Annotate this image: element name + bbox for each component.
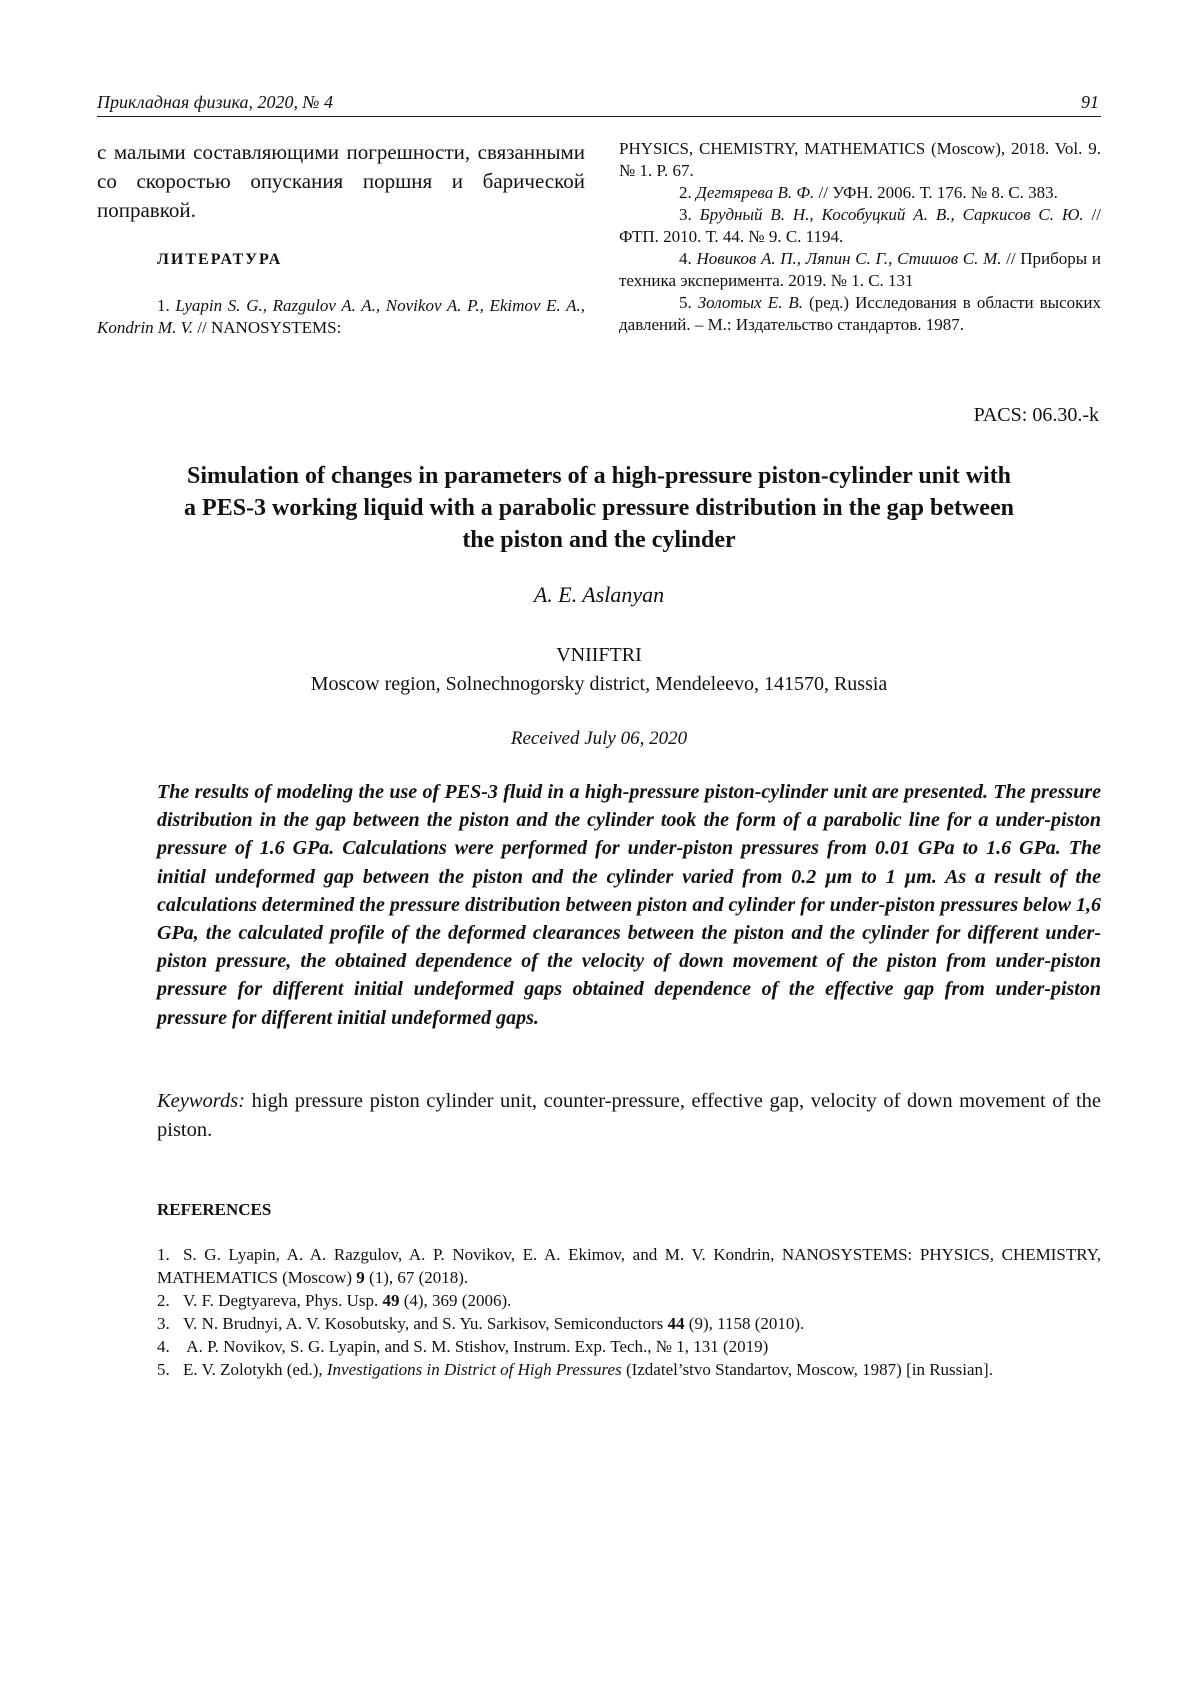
reference-item-5	[157, 1358, 1101, 1381]
ref-number: 2.	[679, 183, 692, 202]
ru-reference-5	[619, 292, 1101, 336]
author-name: A. E. Aslanyan	[97, 582, 1101, 608]
ref-text: S. G. Lyapin, A. A. Razgulov, A. P. Novikov, E. A. Ekimov, and M. V. Kondrin, NANOSYSTEMS: PHYSICS, CHEMISTRY, MATHEMATICS (Moscow)	[157, 1245, 1101, 1287]
ref-split-b: PHYSICS, CHEMISTRY, MATHEMATICS (Moscow), 2018. Vol. 9. № 1. P. 67.	[619, 139, 1101, 180]
left-column	[97, 138, 585, 339]
ref-text-end: (1), 67 (2018).	[365, 1268, 468, 1287]
ref-number: 1.	[157, 296, 170, 315]
ref-number: 4.	[679, 249, 692, 268]
abstract: The results of modeling the use of PES-3 fluid in a high-pressure piston-cylinder unit are presented. The pressure distribution in the gap between the piston and the cylinder took the form of a parabolic line for a under-piston pressure of 1.6 GPa. Calculations were performed for under-piston pressures from 0.01 GPa to 1.6 GPa. The initial undeformed gap between the piston and the cylinder varied from 0.2 µm to 1 µm. As a result of the calculations determined the pressure distribution between piston and cylinder for under-piston pressures below 1,6 GPa, the calculated profile of the deformed clearances between the piston and the cylinder for different under-piston pressure, the obtained dependence of the velocity of down movement of the piston from under-piston pressure for different initial undeformed gaps obtained dependence of the effective gap from under-piston pressure for different initial undeformed gaps.	[157, 778, 1101, 1032]
ref-rest: // ФТП. 2010. Т. 44. № 9. С. 1194.	[619, 205, 1101, 246]
literature-heading: ЛИТЕРАТУРА	[97, 251, 585, 269]
ru-reference-1-part-a	[97, 295, 585, 339]
journal-name: Прикладная физика, 2020, № 4	[97, 92, 333, 113]
institution-address: Moscow region, Solnechnogorsky district, Mendeleevo, 141570, Russia	[97, 673, 1101, 696]
reference-item-2	[157, 1289, 1101, 1312]
ref-split-a: // NANOSYSTEMS:	[193, 318, 341, 337]
ref-number: 3.	[679, 205, 692, 224]
ref-authors: Золотых Е. В.	[698, 293, 803, 312]
page-number: 91	[1081, 92, 1099, 113]
journal-page	[0, 0, 1200, 1697]
ref-text: A. P. Novikov, S. G. Lyapin, and S. M. Stishov, Instrum. Exp. Tech., № 1, 131 (2019)	[183, 1337, 768, 1356]
ref-text-end: (4), 369 (2006).	[399, 1291, 511, 1310]
ru-reference-1-part-b	[619, 138, 1101, 182]
keywords-text: high pressure piston cylinder unit, counter-pressure, effective gap, velocity of down movement of the piston.	[157, 1090, 1101, 1141]
ref-authors: Lyapin S. G., Razgulov A. A., Novikov A. P., Ekimov E. A., Kondrin M. V.	[97, 296, 585, 337]
ref-rest: // УФН. 2006. Т. 176. № 8. С. 383.	[814, 183, 1058, 202]
ref-authors: Новиков А. П., Ляпин С. Г., Стишов С. М.	[696, 249, 1001, 268]
right-column	[619, 138, 1101, 336]
ru-reference-4	[619, 248, 1101, 292]
ref-number: 2.	[157, 1289, 183, 1312]
ref-number: 5.	[679, 293, 692, 312]
continuation-paragraph: с малыми составляющими погрешности, связанными со скоростью опускания поршня и барической поправкой.	[97, 138, 585, 225]
keywords-label: Keywords:	[157, 1090, 245, 1112]
received-date: Received July 06, 2020	[97, 728, 1101, 750]
keywords	[157, 1087, 1101, 1145]
ref-volume: 9	[356, 1268, 365, 1287]
title-line-3: the piston and the cylinder	[462, 527, 735, 553]
ru-reference-3	[619, 204, 1101, 248]
institution: VNIIFTRI	[97, 644, 1101, 667]
title-line-1: Simulation of changes in parameters of a high-pressure piston-cylinder unit with	[187, 463, 1011, 489]
ref-number: 3.	[157, 1312, 183, 1335]
ref-rest: // Приборы и техника эксперимента. 2019. № 1. С. 131	[619, 249, 1101, 290]
article-title	[97, 460, 1101, 556]
reference-item-4	[157, 1335, 1101, 1358]
ref-text-end: (Izdatel’stvo Standartov, Moscow, 1987) [in Russian].	[622, 1360, 993, 1379]
ref-authors: Дегтярева В. Ф.	[696, 183, 814, 202]
ref-volume: 49	[382, 1291, 399, 1310]
ref-text: V. N. Brudnyi, A. V. Kosobutsky, and S. Yu. Sarkisov, Semiconductors	[183, 1314, 668, 1333]
ref-number: 1.	[157, 1243, 183, 1266]
ref-volume: 44	[668, 1314, 685, 1333]
ref-authors: Брудный В. Н., Кособуцкий А. В., Саркисов С. Ю.	[700, 205, 1084, 224]
ref-text-end: (9), 1158 (2010).	[685, 1314, 805, 1333]
pacs-code: PACS: 06.30.-k	[974, 404, 1099, 427]
references-heading: REFERENCES	[157, 1200, 271, 1220]
ref-text: V. F. Degtyareva, Phys. Usp.	[183, 1291, 382, 1310]
reference-item-1	[157, 1243, 1101, 1289]
reference-item-3	[157, 1312, 1101, 1335]
running-header	[97, 92, 1101, 117]
ref-rest: (ред.) Исследования в области высоких давлений. – М.: Издательство стандартов. 1987.	[619, 293, 1101, 334]
ref-text: E. V. Zolotykh (ed.),	[183, 1360, 327, 1379]
references-list	[157, 1243, 1101, 1381]
ref-number: 4.	[157, 1335, 183, 1358]
title-line-2: a PES-3 working liquid with a parabolic pressure distribution in the gap between	[184, 495, 1014, 521]
ru-reference-2	[619, 182, 1101, 204]
ref-book-title: Investigations in District of High Pressures	[327, 1360, 622, 1379]
ref-number: 5.	[157, 1358, 183, 1381]
